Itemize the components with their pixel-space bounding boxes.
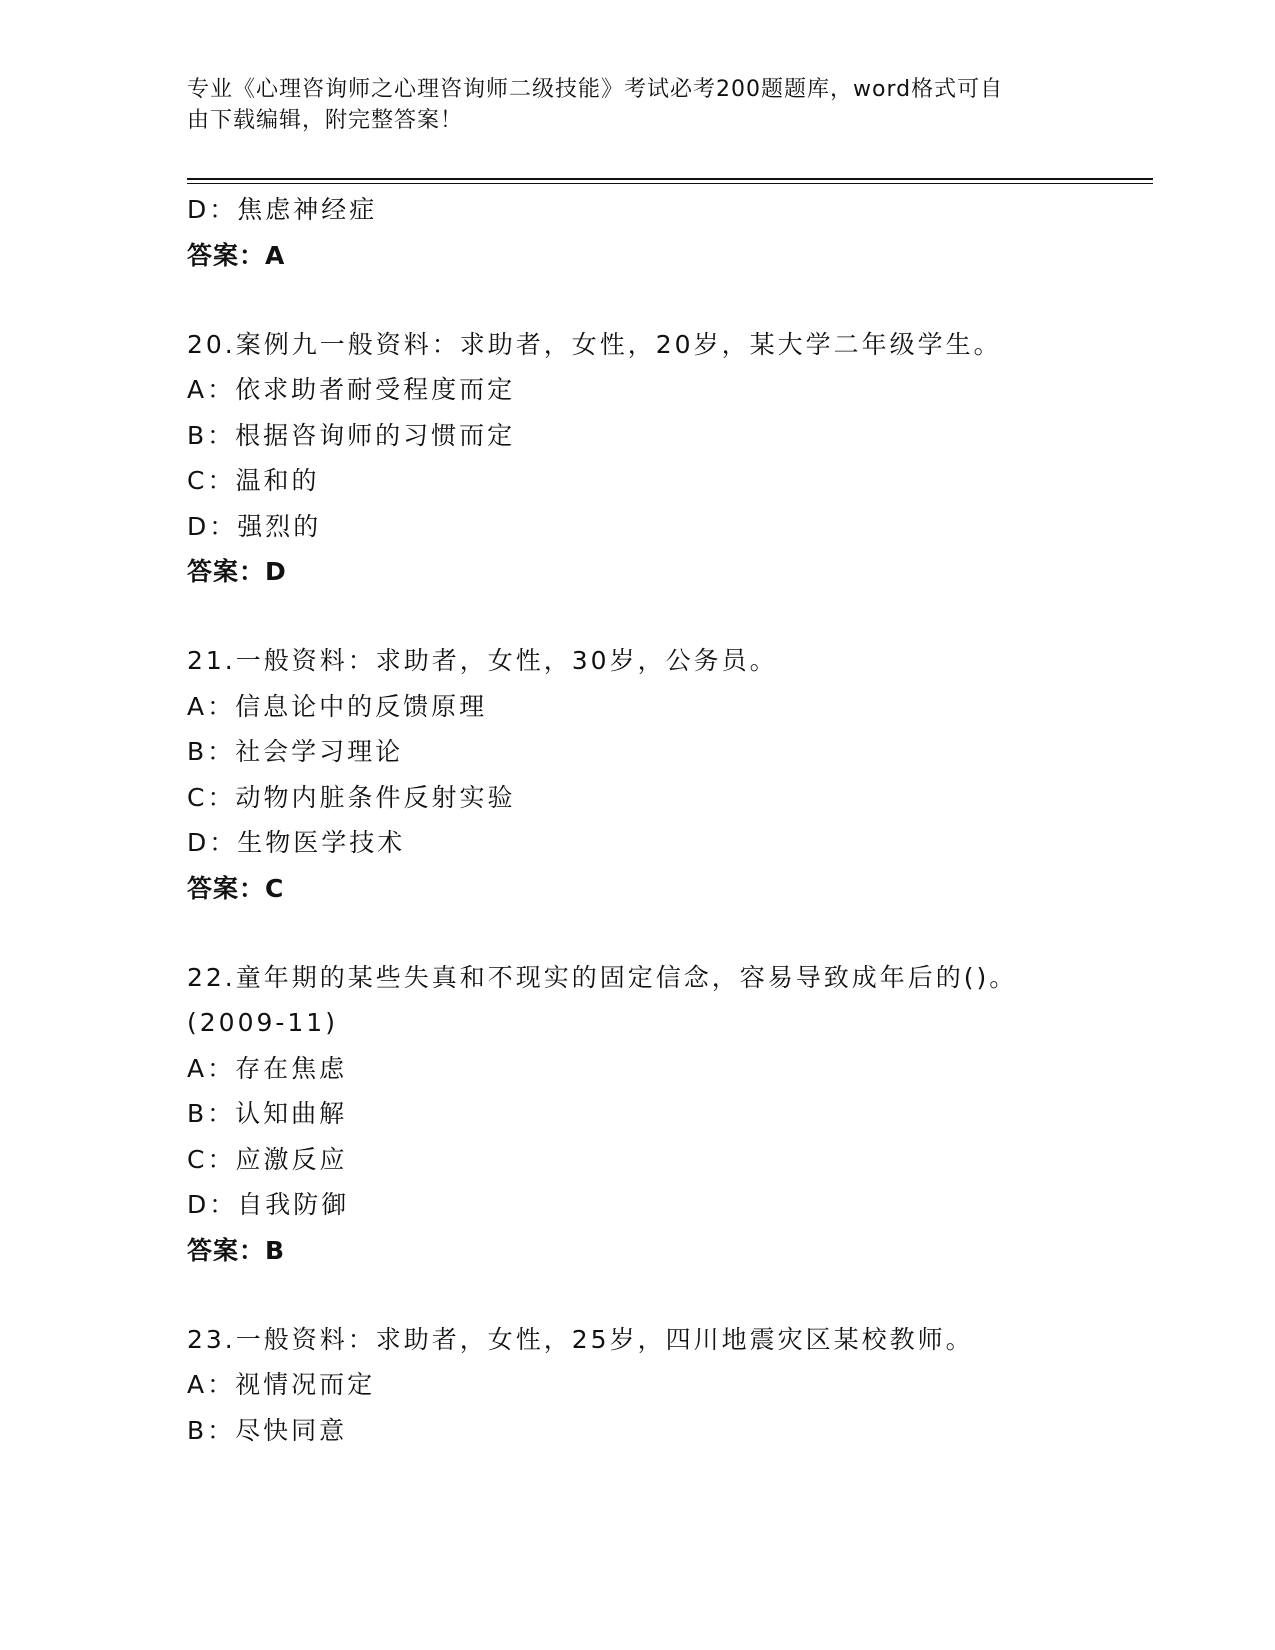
question-22 (187, 955, 1153, 1274)
question-21-option-a: A：信息论中的反馈原理 (187, 691, 488, 721)
spacer (187, 1273, 1153, 1317)
question-22-stem-line-2: (2009-11) (187, 1008, 338, 1037)
spacer (187, 911, 1153, 955)
question-20-option-d: D：强烈的 (187, 511, 322, 541)
header-divider-thick (187, 178, 1153, 180)
spacer (187, 595, 1153, 639)
spacer (187, 278, 1153, 322)
question-21-option-b: B：社会学习理论 (187, 737, 404, 766)
question-21-answer: 答案：C (187, 873, 285, 903)
question-20-option-a: A：依求助者耐受程度而定 (187, 375, 516, 404)
question-20-option-c: C：温和的 (187, 466, 320, 495)
question-20-answer: 答案：D (187, 557, 287, 586)
question-22-option-a: A：存在焦虑 (187, 1053, 348, 1083)
question-21-option-c: C：动物内脏条件反射实验 (187, 782, 516, 812)
question-23 (187, 1317, 1153, 1454)
prev-question-answer: 答案：A (187, 240, 286, 270)
question-20 (187, 322, 1153, 595)
document-header (187, 74, 1067, 136)
question-22-answer: 答案：B (187, 1235, 286, 1265)
question-22-option-c: C：应激反应 (187, 1144, 348, 1174)
header-line-2: 由下载编辑，附完整答案！ (187, 108, 464, 133)
question-22-stem-line-1: 22.童年期的某些失真和不现实的固定信念，容易导致成年后的()。 (187, 962, 1018, 992)
question-21-option-d: D：生物医学技术 (187, 828, 406, 857)
header-line-1: 专业《心理咨询师之心理咨询师二级技能》考试必考200题题库，word格式可自 (187, 77, 1004, 102)
question-23-stem: 23.一般资料：求助者，女性，25岁，四川地震灾区某校教师。 (187, 1324, 974, 1354)
question-22-option-b: B：认知曲解 (187, 1099, 348, 1128)
question-20-stem: 20.案例九一般资料：求助者，女性，20岁，某大学二年级学生。 (187, 329, 1002, 359)
question-23-option-a: A：视情况而定 (187, 1370, 376, 1399)
header-divider-thin (187, 183, 1153, 184)
question-22-option-d: D：自我防御 (187, 1190, 350, 1219)
prev-question-option-d: D：焦虑神经症 (187, 195, 378, 224)
question-21 (187, 638, 1153, 911)
question-23-option-b: B：尽快同意 (187, 1415, 348, 1445)
question-21-stem: 21.一般资料：求助者，女性，30岁，公务员。 (187, 646, 778, 675)
question-20-option-b: B：根据咨询师的习惯而定 (187, 420, 516, 450)
question-list (187, 187, 1153, 1453)
